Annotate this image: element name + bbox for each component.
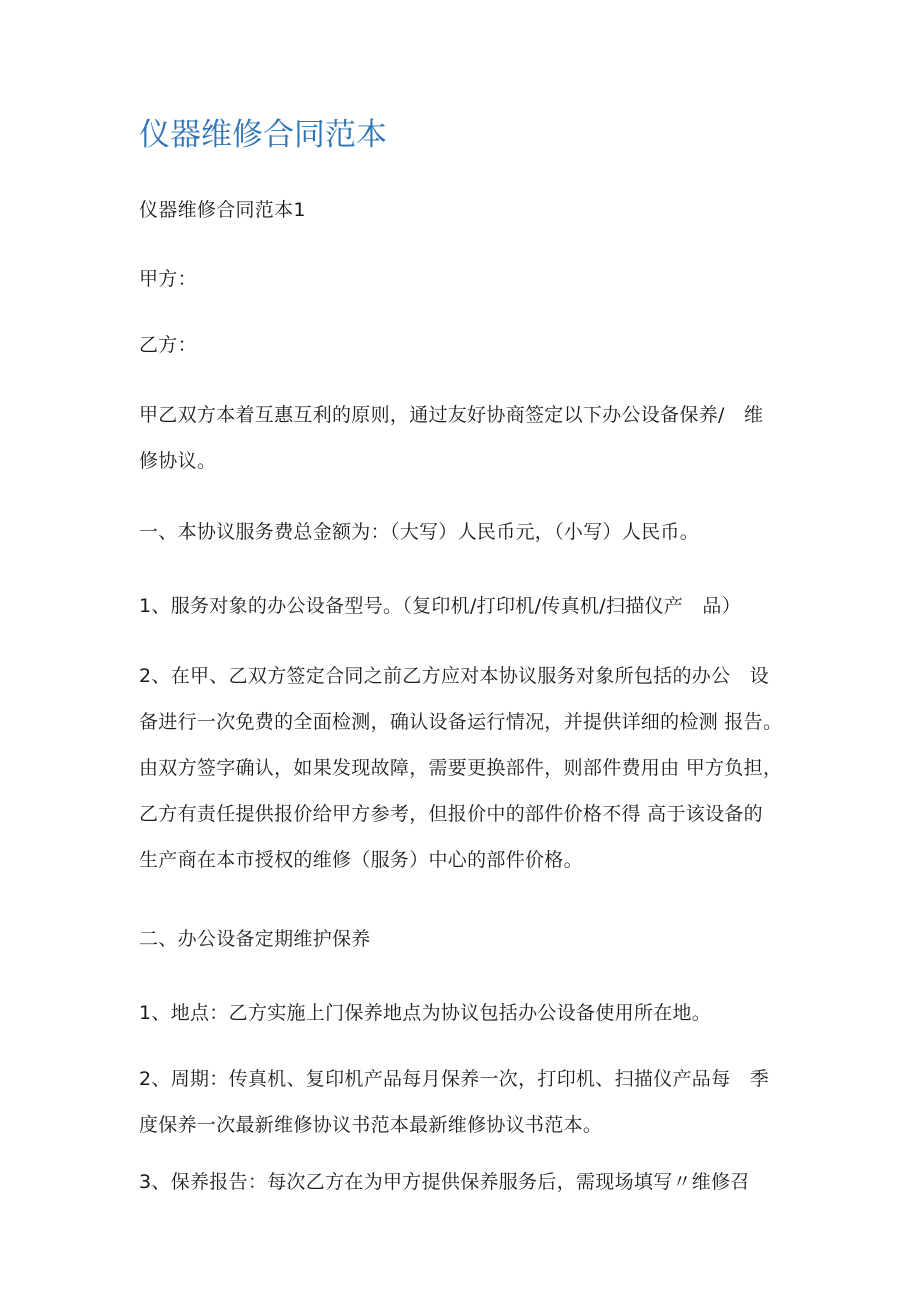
document-title: 仪器维修合同范本 (139, 117, 387, 153)
party-b-label (139, 322, 789, 368)
clause-2-2 (139, 1056, 789, 1148)
intro-paragraph (139, 392, 789, 484)
clause-2-2-line: 2、周期：传真机、复印机产品每月保养一次，打印机、扫描仪产品每 季 (139, 1068, 769, 1090)
subtitle-text: 仪器维修合同范本1 (139, 199, 306, 221)
section-2-heading-text: 二、办公设备定期维护保养 (139, 928, 371, 950)
intro-line: 修协议。 (139, 450, 217, 472)
intro-line: 甲乙双方本着互惠互利的原则，通过友好协商签定以下办公设备保养/ 维 (139, 404, 764, 426)
clause-1-2-line: 生产商在本市授权的维修（服务）中心的部件价格。 (139, 849, 583, 871)
clause-1-2-line: 由双方签字确认，如果发现故障，需要更换部件，则部件费用由 甲方负担， (139, 757, 783, 779)
party-a-text: 甲方： (139, 268, 197, 290)
clause-2-3 (139, 1159, 789, 1205)
clause-1-2 (139, 653, 789, 883)
clause-1-2-line: 备进行一次免费的全面检测，确认设备运行情况，并提供详细的检测 报告。 (139, 711, 783, 733)
clause-1-2-line: 乙方有责任提供报价给甲方参考，但报价中的部件价格不得 高于该设备的 (139, 803, 763, 825)
clause-2-1-text: 1、地点：乙方实施上门保养地点为协议包括办公设备使用所在地。 (139, 1002, 712, 1024)
section-1-heading (139, 509, 789, 555)
section-2-heading (139, 916, 789, 962)
clause-2-2-line: 度保养一次最新维修协议书范本最新维修协议书范本。 (139, 1114, 603, 1136)
clause-1-2-line: 2、在甲、乙双方签定合同之前乙方应对本协议服务对象所包括的办公 设 (139, 665, 769, 687)
party-b-text: 乙方： (139, 334, 197, 356)
clause-1-1 (139, 583, 789, 629)
contract-subtitle (139, 187, 789, 233)
clause-2-1 (139, 990, 789, 1036)
clause-1-1-text: 1、服务对象的办公设备型号。（复印机/打印机/传真机/扫描仪产 品） (139, 595, 741, 617)
clause-2-3-text: 3、保养报告：每次乙方在为甲方提供保养服务后，需现场填写〃维修召 (139, 1171, 750, 1193)
party-a-label (139, 256, 789, 302)
section-1-heading-text: 一、本协议服务费总金额为：（大写）人民币元，（小写）人民币。 (139, 521, 700, 543)
